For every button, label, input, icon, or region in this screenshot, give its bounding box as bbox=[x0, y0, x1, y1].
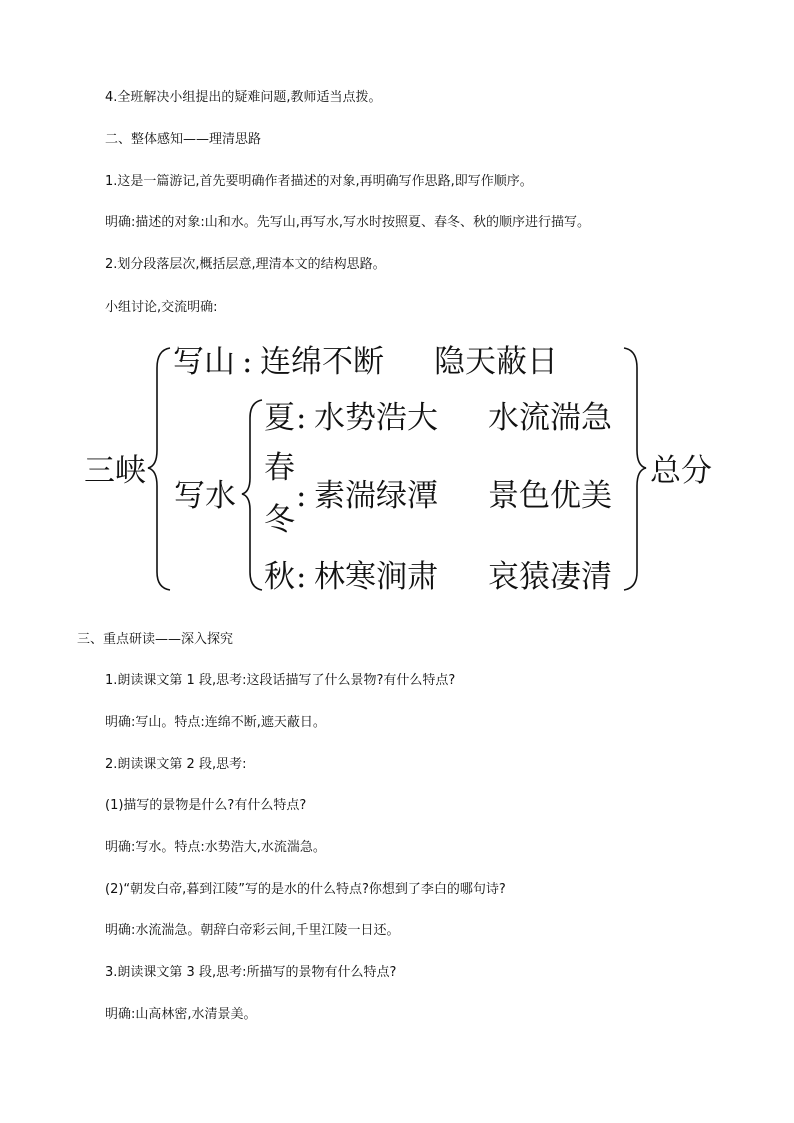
main-left-brace bbox=[148, 348, 170, 590]
reading-question-2: 2.朗读课文第 2 段,思考: bbox=[105, 757, 247, 772]
summer-trait-2: 水流湍急 bbox=[488, 400, 612, 436]
season-summer: 夏 bbox=[264, 400, 295, 436]
mountain-colon: : bbox=[242, 344, 253, 380]
autumn-trait-1: 林寒涧肃 bbox=[314, 559, 438, 595]
mountain-trait-2: 隐天蔽日 bbox=[434, 344, 558, 380]
spring-winter-colon: : bbox=[296, 478, 307, 514]
water-left-brace bbox=[242, 400, 262, 590]
water-label: 写水 bbox=[174, 478, 236, 514]
paragraph-step-4: 4.全班解决小组提出的疑难问题,教师适当点拨。 bbox=[105, 90, 382, 105]
mountain-label: 写山 bbox=[173, 344, 235, 380]
reading-question-1: 1.朗读课文第 1 段,思考:这段话描写了什么景物?有什么特点? bbox=[105, 673, 456, 688]
reading-question-3: 3.朗读课文第 3 段,思考:所描写的景物有什么特点? bbox=[105, 965, 397, 980]
reading-answer-3: 明确:山高林密,水清景美。 bbox=[105, 1007, 257, 1022]
diagram-root: 三峡 bbox=[84, 453, 146, 489]
question-2: 2.划分段落层次,概括层意,理清本文的结构思路。 bbox=[105, 257, 386, 272]
reading-answer-1: 明确:写山。特点:连绵不断,遮天蔽日。 bbox=[105, 715, 326, 730]
autumn-trait-2: 哀猿凄清 bbox=[488, 559, 612, 595]
season-spring: 春 bbox=[264, 450, 295, 486]
season-autumn: 秋 bbox=[264, 559, 295, 595]
question-1: 1.这是一篇游记,首先要明确作者描述的对象,再明确写作思路,即写作顺序。 bbox=[105, 174, 533, 189]
spring-winter-trait-2: 景色优美 bbox=[488, 478, 612, 514]
section-heading-3: 三、重点研读——深入探究 bbox=[77, 632, 234, 647]
sub-question-2: (2)“朝发白帝,暮到江陵”写的是水的什么特点?你想到了李白的哪句诗? bbox=[105, 882, 506, 897]
spring-winter-trait-1: 素湍绿潭 bbox=[314, 478, 438, 514]
answer-1: 明确:描述的对象:山和水。先写山,再写水,写水时按照夏、春冬、秋的顺序进行描写。 bbox=[105, 215, 591, 230]
sub-answer-2: 明确:水流湍急。朝辞白帝彩云间,千里江陵一日还。 bbox=[105, 923, 400, 938]
summer-colon: : bbox=[296, 400, 307, 436]
right-brace bbox=[624, 348, 646, 590]
mountain-trait-1: 连绵不断 bbox=[260, 344, 384, 380]
sub-question-1: (1)描写的景物是什么?有什么特点? bbox=[105, 798, 307, 813]
summer-trait-1: 水势浩大 bbox=[314, 400, 438, 436]
season-winter: 冬 bbox=[264, 502, 295, 538]
diagram-summary: 总分 bbox=[650, 453, 712, 489]
sub-answer-1: 明确:写水。特点:水势浩大,水流湍急。 bbox=[105, 840, 326, 855]
group-discussion-note: 小组讨论,交流明确: bbox=[105, 300, 218, 315]
autumn-colon: : bbox=[296, 559, 307, 595]
section-heading-2: 二、整体感知——理清思路 bbox=[105, 132, 262, 147]
